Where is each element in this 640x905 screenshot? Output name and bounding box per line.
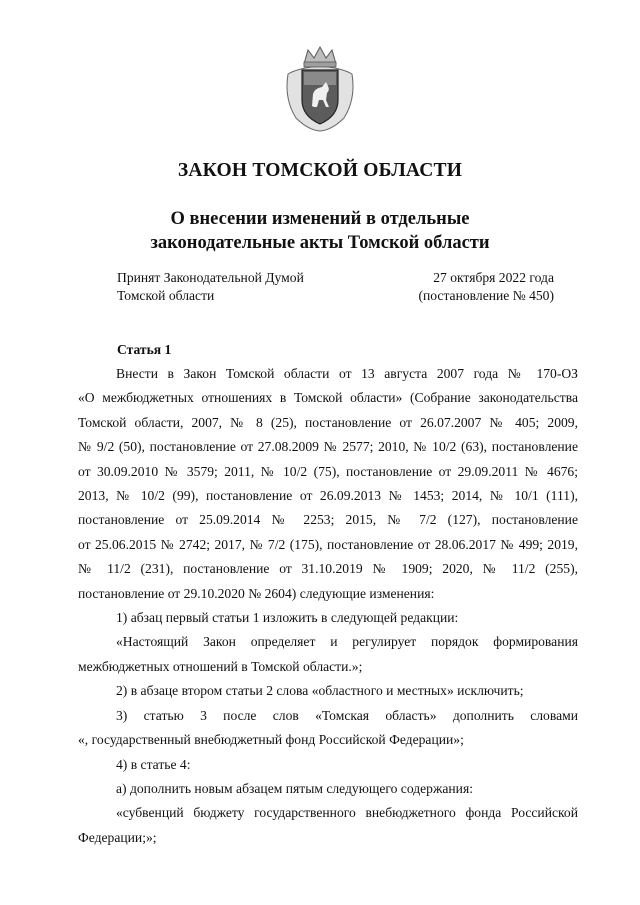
adopted-by-line: Принят Законодательной Думой [117,270,304,285]
text-line: постановление от 29.10.2020 № 2604) следующие изменения: [78,585,435,601]
adopted-date-line: 27 октября 2022 года [433,270,554,285]
paragraph-item-3 [78,704,578,753]
document-title: ЗАКОН ТОМСКОЙ ОБЛАСТИ [177,160,463,181]
text-line: постановление от 25.09.2014 № 2253; 2015, № 7/2 (127), постановление [78,512,578,528]
text-line: «О межбюджетных отношениях в Томской области» (Собрание законодательства [78,390,578,406]
paragraph-item-1-quote [78,630,578,679]
text-line: Федерации;»; [78,829,157,845]
text-line: межбюджетных отношений в Томской области.»; [78,658,363,674]
text-line: 4) в статье 4: [116,756,191,772]
text-line: № 11/2 (231), постановление от 31.10.2019 № 1909; 2020, № 11/2 (255), [78,561,578,577]
text-line: Томской области, 2007, № 8 (25), постановление от 26.07.2007 № 405; 2009, [78,414,578,430]
paragraph-item-1 [78,606,578,630]
coat-of-arms-emblem [282,44,358,132]
text-line: «Настоящий Закон определяет и регулирует порядок формирования [116,634,578,650]
text-line: а) дополнить новым абзацем пятым следующего содержания: [116,780,473,796]
subtitle-line: О внесении изменений в отдельные [170,209,470,229]
text-line: № 9/2 (50), постановление от 27.08.2009 № 2577; 2010, № 10/2 (63), постановление [78,439,578,455]
paragraph-item-4a [78,777,578,801]
text-line: 1) абзац первый статьи 1 изложить в следующей редакции: [116,610,459,626]
text-line: 2013, № 10/2 (99), постановление от 26.09.2013 № 1453; 2014, № 10/1 (111), [78,488,578,504]
text-line: Внести в Закон Томской области от 13 августа 2007 года № 170-ОЗ [116,366,578,381]
text-line: 3) статью 3 после слов «Томская область» дополнить словами [116,707,578,723]
article-heading: Статья 1 [117,342,172,357]
text-line: от 25.06.2015 № 2742; 2017, № 7/2 (175), постановление от 28.06.2017 № 499; 2019, [78,536,578,552]
text-line: «субвенций бюджету государственного внебюджетного фонда Российской [116,805,578,821]
adopted-resolution-line: (постановление № 450) [418,288,554,303]
paragraph-intro [78,362,578,606]
article-body [78,362,578,850]
adopted-date [392,269,554,305]
adopted-by [117,269,304,305]
text-line: «, государственный внебюджетный фонд Российской Федерации»; [78,732,464,748]
paragraph-item-4a-quote [78,801,578,850]
paragraph-item-2 [78,679,578,703]
text-line: 2) в абзаце втором статьи 2 слова «областного и местных» исключить; [116,683,524,699]
text-line: от 30.09.2010 № 3579; 2011, № 10/2 (75), постановление от 29.09.2011 № 4676; [78,463,578,479]
adopted-by-line: Томской области [117,288,215,303]
document-subtitle [0,207,640,255]
paragraph-item-4 [78,753,578,777]
subtitle-line: законодательные акты Томской области [150,233,490,253]
